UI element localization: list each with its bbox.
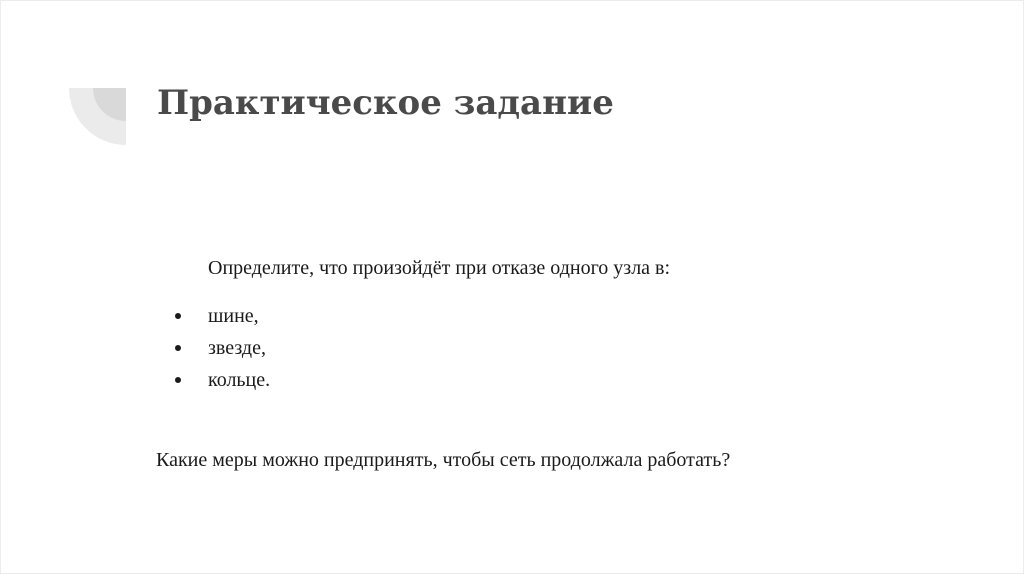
- list-item-label: звезде,: [208, 337, 266, 359]
- list-item-label: шине,: [208, 305, 259, 327]
- follow-up-question: Какие меры можно предпринять, чтобы сеть продолжала работать?: [156, 449, 731, 471]
- bullet-icon: [175, 345, 181, 351]
- page-title: Практическое задание: [157, 83, 614, 123]
- bullet-icon: [175, 377, 181, 383]
- task-intro: Определите, что произойдёт при отказе одного узла в:: [208, 257, 671, 279]
- list-item-label: кольце.: [208, 369, 271, 391]
- corner-decoration-icon: [69, 88, 126, 145]
- bullet-icon: [175, 313, 181, 319]
